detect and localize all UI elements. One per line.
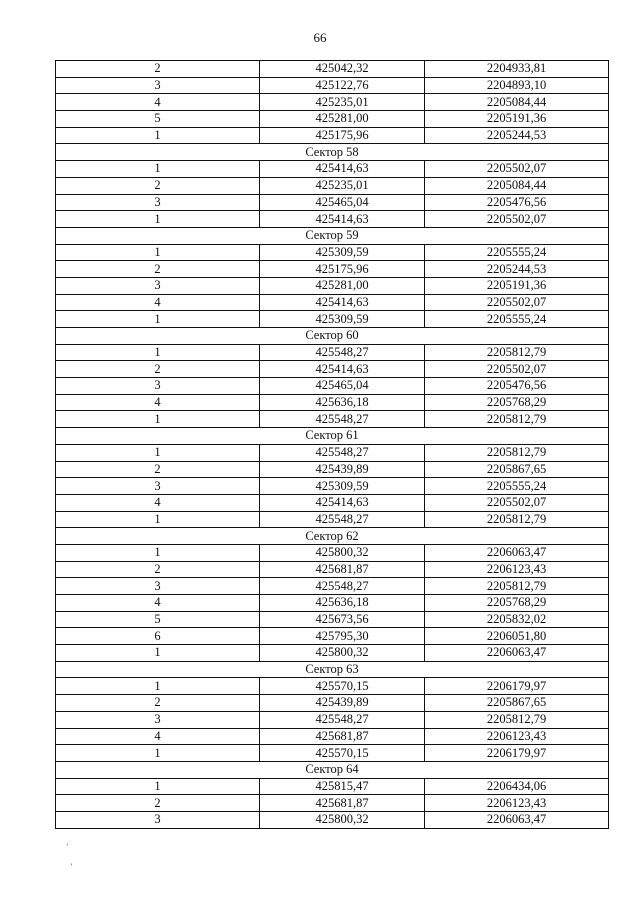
point-number-cell: 3: [56, 478, 260, 495]
table-row: [56, 778, 609, 795]
coordinates-table-body: [56, 61, 609, 829]
x-coordinate-cell: 425800,32: [260, 544, 425, 561]
table-row: [56, 194, 609, 211]
x-coordinate-cell: 425042,32: [260, 61, 425, 78]
x-coordinate-cell: 425795,30: [260, 628, 425, 645]
table-row: [56, 478, 609, 495]
sector-title: Сектор 60: [56, 328, 609, 345]
y-coordinate-cell: 2205244,53: [425, 261, 609, 278]
x-coordinate-cell: 425281,00: [260, 277, 425, 294]
y-coordinate-cell: 2205832,02: [425, 611, 609, 628]
x-coordinate-cell: 425815,47: [260, 778, 425, 795]
y-coordinate-cell: 2205768,29: [425, 394, 609, 411]
y-coordinate-cell: 2205812,79: [425, 578, 609, 595]
point-number-cell: 1: [56, 511, 260, 528]
sector-header-row: [56, 661, 609, 678]
sector-header-row: [56, 528, 609, 545]
y-coordinate-cell: 2206179,97: [425, 745, 609, 762]
point-number-cell: 2: [56, 261, 260, 278]
table-row: [56, 544, 609, 561]
x-coordinate-cell: 425414,63: [260, 294, 425, 311]
table-row: [56, 461, 609, 478]
sector-header-row: [56, 428, 609, 445]
point-number-cell: 4: [56, 728, 260, 745]
scan-speck: ʼ: [66, 842, 69, 851]
table-row: [56, 94, 609, 111]
x-coordinate-cell: 425800,32: [260, 811, 425, 828]
table-row: [56, 361, 609, 378]
y-coordinate-cell: 2204893,10: [425, 77, 609, 94]
sector-title: Сектор 64: [56, 761, 609, 778]
table-row: [56, 795, 609, 812]
point-number-cell: 3: [56, 578, 260, 595]
y-coordinate-cell: 2205867,65: [425, 461, 609, 478]
table-row: [56, 728, 609, 745]
y-coordinate-cell: 2205244,53: [425, 127, 609, 144]
table-row: [56, 811, 609, 828]
sector-header-row: [56, 761, 609, 778]
point-number-cell: 3: [56, 378, 260, 395]
x-coordinate-cell: 425681,87: [260, 561, 425, 578]
point-number-cell: 2: [56, 695, 260, 712]
y-coordinate-cell: 2206063,47: [425, 645, 609, 662]
x-coordinate-cell: 425175,96: [260, 127, 425, 144]
x-coordinate-cell: 425235,01: [260, 177, 425, 194]
table-row: [56, 211, 609, 228]
y-coordinate-cell: 2206179,97: [425, 678, 609, 695]
x-coordinate-cell: 425548,27: [260, 511, 425, 528]
point-number-cell: 3: [56, 77, 260, 94]
table-row: [56, 645, 609, 662]
table-row: [56, 394, 609, 411]
point-number-cell: 1: [56, 645, 260, 662]
x-coordinate-cell: 425681,87: [260, 728, 425, 745]
point-number-cell: 2: [56, 561, 260, 578]
point-number-cell: 4: [56, 294, 260, 311]
table-row: [56, 378, 609, 395]
table-row: [56, 127, 609, 144]
point-number-cell: 4: [56, 494, 260, 511]
x-coordinate-cell: 425548,27: [260, 711, 425, 728]
point-number-cell: 4: [56, 595, 260, 612]
x-coordinate-cell: 425548,27: [260, 578, 425, 595]
x-coordinate-cell: 425636,18: [260, 394, 425, 411]
sector-title: Сектор 63: [56, 661, 609, 678]
point-number-cell: 1: [56, 444, 260, 461]
y-coordinate-cell: 2205812,79: [425, 411, 609, 428]
x-coordinate-cell: 425800,32: [260, 645, 425, 662]
x-coordinate-cell: 425548,27: [260, 444, 425, 461]
y-coordinate-cell: 2206123,43: [425, 561, 609, 578]
y-coordinate-cell: 2205476,56: [425, 378, 609, 395]
point-number-cell: 1: [56, 244, 260, 261]
y-coordinate-cell: 2204933,81: [425, 61, 609, 78]
y-coordinate-cell: 2205867,65: [425, 695, 609, 712]
table-row: [56, 678, 609, 695]
table-row: [56, 294, 609, 311]
y-coordinate-cell: 2205812,79: [425, 711, 609, 728]
sector-header-row: [56, 328, 609, 345]
point-number-cell: 2: [56, 177, 260, 194]
point-number-cell: 3: [56, 811, 260, 828]
sector-title: Сектор 61: [56, 428, 609, 445]
x-coordinate-cell: 425281,00: [260, 111, 425, 128]
point-number-cell: 1: [56, 211, 260, 228]
y-coordinate-cell: 2206051,80: [425, 628, 609, 645]
table-row: [56, 511, 609, 528]
x-coordinate-cell: 425681,87: [260, 795, 425, 812]
point-number-cell: 1: [56, 127, 260, 144]
table-row: [56, 244, 609, 261]
x-coordinate-cell: 425548,27: [260, 411, 425, 428]
table-row: [56, 411, 609, 428]
point-number-cell: 6: [56, 628, 260, 645]
table-row: [56, 578, 609, 595]
table-row: [56, 695, 609, 712]
x-coordinate-cell: 425414,63: [260, 161, 425, 178]
sector-header-row: [56, 227, 609, 244]
point-number-cell: 1: [56, 311, 260, 328]
y-coordinate-cell: 2206434,06: [425, 778, 609, 795]
sector-title: Сектор 59: [56, 227, 609, 244]
point-number-cell: 4: [56, 394, 260, 411]
point-number-cell: 1: [56, 678, 260, 695]
point-number-cell: 4: [56, 94, 260, 111]
x-coordinate-cell: 425414,63: [260, 211, 425, 228]
y-coordinate-cell: 2205812,79: [425, 444, 609, 461]
table-row: [56, 711, 609, 728]
page-number: 66: [313, 30, 327, 45]
table-row: [56, 611, 609, 628]
y-coordinate-cell: 2205191,36: [425, 277, 609, 294]
x-coordinate-cell: 425122,76: [260, 77, 425, 94]
y-coordinate-cell: 2205191,36: [425, 111, 609, 128]
table-row: [56, 444, 609, 461]
x-coordinate-cell: 425235,01: [260, 94, 425, 111]
y-coordinate-cell: 2205084,44: [425, 94, 609, 111]
x-coordinate-cell: 425439,89: [260, 461, 425, 478]
point-number-cell: 1: [56, 544, 260, 561]
x-coordinate-cell: 425309,59: [260, 478, 425, 495]
table-row: [56, 277, 609, 294]
x-coordinate-cell: 425673,56: [260, 611, 425, 628]
sector-title: Сектор 58: [56, 144, 609, 161]
y-coordinate-cell: 2205768,29: [425, 595, 609, 612]
x-coordinate-cell: 425465,04: [260, 378, 425, 395]
point-number-cell: 2: [56, 61, 260, 78]
point-number-cell: 2: [56, 361, 260, 378]
point-number-cell: 1: [56, 161, 260, 178]
y-coordinate-cell: 2205084,44: [425, 177, 609, 194]
y-coordinate-cell: 2205502,07: [425, 211, 609, 228]
y-coordinate-cell: 2205555,24: [425, 244, 609, 261]
table-row: [56, 61, 609, 78]
table-row: [56, 595, 609, 612]
table-row: [56, 111, 609, 128]
table-row: [56, 561, 609, 578]
y-coordinate-cell: 2205476,56: [425, 194, 609, 211]
table-row: [56, 177, 609, 194]
x-coordinate-cell: 425439,89: [260, 695, 425, 712]
table-row: [56, 77, 609, 94]
point-number-cell: 2: [56, 461, 260, 478]
x-coordinate-cell: 425570,15: [260, 745, 425, 762]
table-row: [56, 628, 609, 645]
point-number-cell: 3: [56, 711, 260, 728]
table-row: [56, 161, 609, 178]
point-number-cell: 3: [56, 277, 260, 294]
table-row: [56, 344, 609, 361]
y-coordinate-cell: 2205502,07: [425, 294, 609, 311]
point-number-cell: 1: [56, 411, 260, 428]
x-coordinate-cell: 425414,63: [260, 494, 425, 511]
point-number-cell: 3: [56, 194, 260, 211]
point-number-cell: 2: [56, 795, 260, 812]
x-coordinate-cell: 425309,59: [260, 244, 425, 261]
x-coordinate-cell: 425414,63: [260, 361, 425, 378]
point-number-cell: 5: [56, 111, 260, 128]
x-coordinate-cell: 425309,59: [260, 311, 425, 328]
y-coordinate-cell: 2205502,07: [425, 161, 609, 178]
y-coordinate-cell: 2206123,43: [425, 795, 609, 812]
y-coordinate-cell: 2205812,79: [425, 344, 609, 361]
point-number-cell: 5: [56, 611, 260, 628]
y-coordinate-cell: 2205555,24: [425, 311, 609, 328]
y-coordinate-cell: 2205502,07: [425, 361, 609, 378]
scan-speck: ʼ: [70, 862, 73, 871]
x-coordinate-cell: 425175,96: [260, 261, 425, 278]
y-coordinate-cell: 2205502,07: [425, 494, 609, 511]
y-coordinate-cell: 2205555,24: [425, 478, 609, 495]
x-coordinate-cell: 425636,18: [260, 595, 425, 612]
table-row: [56, 311, 609, 328]
sector-title: Сектор 62: [56, 528, 609, 545]
x-coordinate-cell: 425465,04: [260, 194, 425, 211]
x-coordinate-cell: 425548,27: [260, 344, 425, 361]
table-row: [56, 745, 609, 762]
point-number-cell: 1: [56, 745, 260, 762]
table-row: [56, 261, 609, 278]
y-coordinate-cell: 2206063,47: [425, 811, 609, 828]
point-number-cell: 1: [56, 344, 260, 361]
coordinates-table: [55, 60, 609, 829]
x-coordinate-cell: 425570,15: [260, 678, 425, 695]
y-coordinate-cell: 2206123,43: [425, 728, 609, 745]
sector-header-row: [56, 144, 609, 161]
y-coordinate-cell: 2206063,47: [425, 544, 609, 561]
y-coordinate-cell: 2205812,79: [425, 511, 609, 528]
table-row: [56, 494, 609, 511]
point-number-cell: 1: [56, 778, 260, 795]
